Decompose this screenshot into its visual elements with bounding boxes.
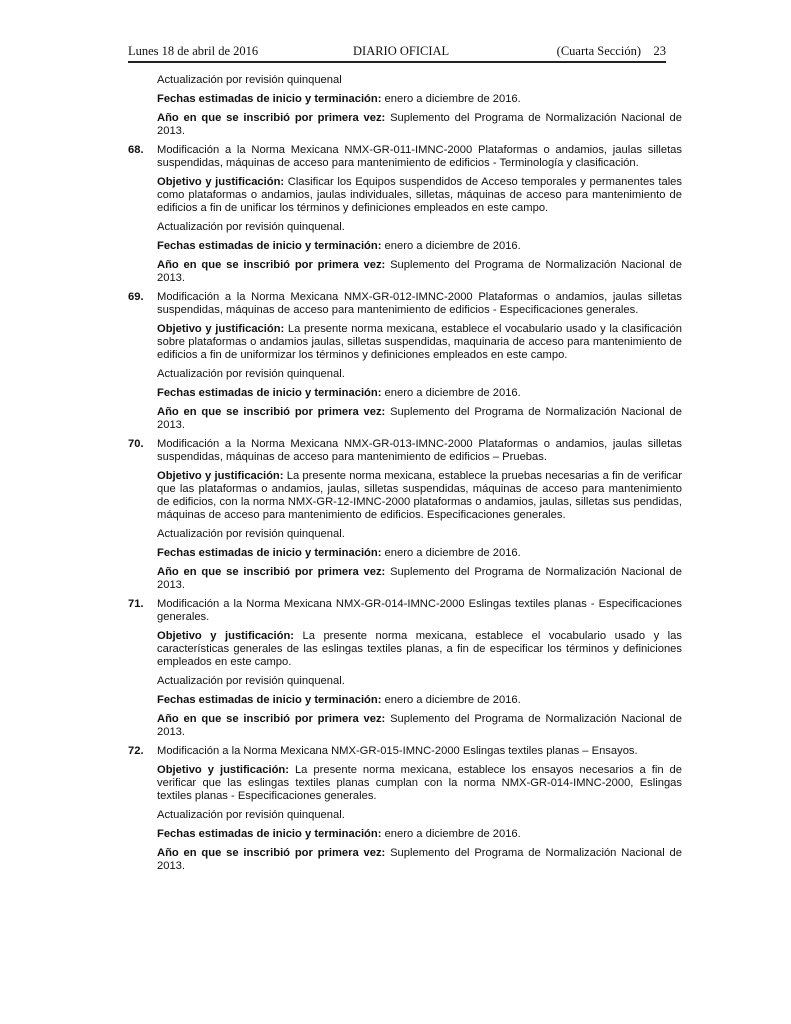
- year-label: Año en que se inscribió por primera vez:: [157, 406, 386, 418]
- item-update: Actualización por revisión quinquenal.: [157, 675, 345, 687]
- header-rule: [128, 61, 666, 63]
- item-update: Actualización por revisión quinquenal.: [157, 528, 345, 540]
- item-objective: [157, 764, 682, 803]
- year-label: Año en que se inscribió por primera vez:: [157, 847, 386, 859]
- item-dates: [157, 694, 682, 707]
- year-label: Año en que se inscribió por primera vez:: [157, 566, 386, 578]
- year-label: Año en que se inscribió por primera vez:: [157, 259, 386, 271]
- objective-label: Objetivo y justificación:: [157, 470, 284, 482]
- item-year: [157, 847, 682, 873]
- item-update: Actualización por revisión quinquenal.: [157, 809, 345, 821]
- objective-label: Objetivo y justificación:: [157, 323, 285, 335]
- year-value: Suplemento del Programa de Normalización Nacional de 2013.: [157, 566, 682, 591]
- item-number: 72.: [128, 745, 144, 757]
- dates-label: Fechas estimadas de inicio y terminación:: [157, 93, 382, 105]
- item-title-paragraph: [128, 438, 682, 464]
- list-item: [128, 144, 682, 285]
- dates-value: enero a diciembre de 2016.: [381, 547, 521, 559]
- document-body: [128, 74, 682, 879]
- item-year: [157, 406, 682, 432]
- item-dates: [157, 240, 682, 253]
- intro-year: [157, 112, 682, 138]
- objective-text: La presente norma mexicana, establece la pruebas necesarias a fin de verificar que las plataformas o andamios, jaulas, silletas suspendidas, máquinas de acceso para mantenimiento de edificios, con la norma NMX-GR-12-IMNC-2000 plataformas o andamios, jaulas, silletas sus pendidas, máquinas de acceso para mantenimiento de edificios. Especificaciones generales.: [157, 470, 682, 521]
- dates-label: Fechas estimadas de inicio y terminación:: [157, 547, 382, 559]
- item-number: 71.: [128, 598, 144, 610]
- dates-label: Fechas estimadas de inicio y terminación:: [157, 240, 382, 252]
- item-title: Modificación a la Norma Mexicana NMX-GR-013-IMNC-2000 Plataformas o andamios, jaulas silletas suspendidas, máquinas de acceso para mantenimiento de edificios – Pruebas.: [157, 438, 682, 463]
- year-value: Suplemento del Programa de Normalización Nacional de 2013.: [157, 713, 682, 738]
- dates-label: Fechas estimadas de inicio y terminación:: [157, 694, 382, 706]
- dates-value: enero a diciembre de 2016.: [381, 240, 521, 252]
- item-update: Actualización por revisión quinquenal.: [157, 221, 345, 233]
- dates-label: Fechas estimadas de inicio y terminación:: [157, 828, 382, 840]
- item-dates: [157, 828, 682, 841]
- list-item: [128, 745, 682, 873]
- item-title: Modificación a la Norma Mexicana NMX-GR-011-IMNC-2000 Plataformas o andamios, jaulas silletas suspendidas, máquinas de acceso para mantenimiento de edificios - Terminología y clasificación.: [157, 144, 682, 169]
- item-title-paragraph: [128, 144, 682, 170]
- objective-text: La presente norma mexicana, establece el vocabulario usado y las características generales de las eslingas textiles planas, a fin de especificar los términos y definiciones empleados en este campo.: [157, 630, 682, 668]
- objective-label: Objetivo y justificación:: [157, 764, 289, 776]
- header-publication: DIARIO OFICIAL: [353, 44, 450, 58]
- year-value: Suplemento del Programa de Normalización Nacional de 2013.: [157, 259, 682, 284]
- item-title-paragraph: [128, 291, 682, 317]
- item-update: Actualización por revisión quinquenal.: [157, 368, 345, 380]
- item-title: Modificación a la Norma Mexicana NMX-GR-012-IMNC-2000 Plataformas o andamios, jaulas silletas suspendidas, máquinas de acceso para mantenimiento de edificios - Especificaciones generales.: [157, 291, 682, 316]
- dates-value: enero a diciembre de 2016.: [381, 828, 521, 840]
- item-number: 69.: [128, 291, 144, 303]
- year-value: Suplemento del Programa de Normalización Nacional de 2013.: [157, 112, 682, 137]
- list-item: [128, 438, 682, 592]
- dates-value: enero a diciembre de 2016.: [381, 93, 521, 105]
- dates-label: Fechas estimadas de inicio y terminación:: [157, 387, 382, 399]
- header-section: (Cuarta Sección): [556, 44, 641, 58]
- intro-update: Actualización por revisión quinquenal: [157, 74, 342, 86]
- list-item: [128, 291, 682, 432]
- objective-text: Clasificar los Equipos suspendidos de Acceso temporales y permanentes tales como plataformas o andamios, jaulas individuales, silletas, máquinas de acceso para mantenimiento de edificios a fin de unificar los términos y definiciones empleados en este campo.: [157, 176, 682, 214]
- item-dates: [157, 547, 682, 560]
- item-year: [157, 259, 682, 285]
- objective-label: Objetivo y justificación:: [157, 176, 285, 188]
- header-date: Lunes 18 de abril de 2016: [128, 44, 259, 58]
- item-objective: [157, 630, 682, 669]
- year-value: Suplemento del Programa de Normalización Nacional de 2013.: [157, 847, 682, 872]
- item-objective: [157, 176, 682, 215]
- item-title-paragraph: [128, 745, 682, 758]
- item-title: Modificación a la Norma Mexicana NMX-GR-014-IMNC-2000 Eslingas textiles planas - Especificaciones generales.: [157, 598, 682, 623]
- intro-dates: [157, 93, 682, 106]
- objective-text: La presente norma mexicana, establece los ensayos necesarios a fin de verificar que las eslingas textiles planas cumplan con la norma NMX-GR-014-IMNC-2000, Eslingas textiles planas - Especificaciones generales.: [157, 764, 682, 802]
- objective-label: Objetivo y justificación:: [157, 630, 294, 642]
- item-year: [157, 713, 682, 739]
- item-objective: [157, 323, 682, 362]
- dates-value: enero a diciembre de 2016.: [381, 694, 521, 706]
- item-year: [157, 566, 682, 592]
- item-title-paragraph: [128, 598, 682, 624]
- header-page-number: 23: [653, 44, 666, 58]
- item-title: Modificación a la Norma Mexicana NMX-GR-015-IMNC-2000 Eslingas textiles planas – Ensayos.: [157, 745, 638, 757]
- item-dates: [157, 387, 682, 400]
- dates-value: enero a diciembre de 2016.: [381, 387, 521, 399]
- year-label: Año en que se inscribió por primera vez:: [157, 112, 386, 124]
- year-label: Año en que se inscribió por primera vez:: [157, 713, 386, 725]
- list-item: [128, 598, 682, 739]
- item-number: 70.: [128, 438, 144, 450]
- running-header: [128, 44, 666, 60]
- item-number: 68.: [128, 144, 144, 156]
- item-objective: [157, 470, 682, 522]
- header-section-page: [557, 44, 666, 59]
- year-value: Suplemento del Programa de Normalización Nacional de 2013.: [157, 406, 682, 431]
- objective-text: La presente norma mexicana, establece el vocabulario usado y la clasificación sobre plataformas o andamios jaulas, silletas suspendidas, maquinaria de acceso para mantenimiento de edificios a fin de uniformizar los términos y definiciones empleados en este campo.: [157, 323, 682, 361]
